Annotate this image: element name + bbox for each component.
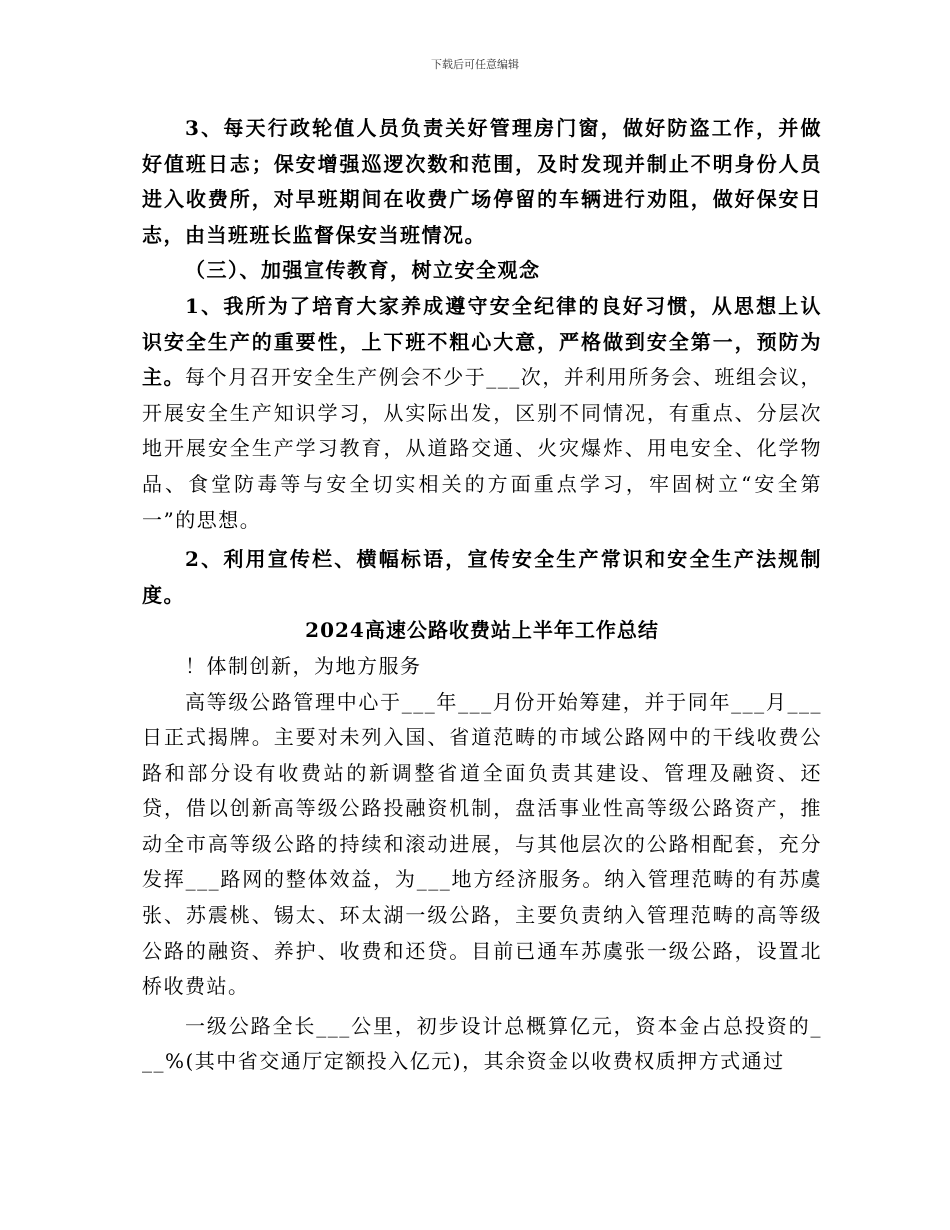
paragraph-item-3: 3、每天行政轮值人员负责关好管理房门窗，做好防盗工作，并做好值班日志；保安增强巡逻次数和范围，及时发现并制止不明身份人员进入收费所，对早班期间在收费广场停留的车辆进行劝阻，做好保安日志，由当班班长监督保安当班情况。 — [142, 116, 822, 247]
section-heading-3: （三）、加强宣传教育，树立安全观念 — [185, 258, 541, 283]
paragraph-item-1 — [142, 289, 822, 538]
page-header-note: 下载后可任意编辑 — [431, 58, 519, 71]
paragraph-item-1-bold: 1、我所为了培育大家养成遵守安全纪律的良好习惯，从思想上认识安全生产的重要性，上下班不粗心大意，严格做到安全第一，预防为主。 — [142, 293, 822, 390]
paragraph-item-2: 2、利用宣传栏、横幅标语，宣传安全生产常识和安全生产法规制度。 — [142, 547, 822, 607]
document-body — [142, 111, 822, 1080]
document-title: 2024高速公路收费站上半年工作总结 — [305, 618, 659, 643]
section-subheading: ！体制创新，为地方服务 — [185, 653, 422, 678]
paragraph-intro: 高等级公路管理中心于___年___月份开始筹建，并于同年___月___日正式揭牌。主要对未列入国、省道范畴的市域公路网中的干线收费公路和部分设有收费站的新调整省道全面负责其建设、管理及融资、还贷，借以创新高等级公路投融资机制，盘活事业性高等级公路资产，推动全市高等级公路的持续和滚动进展，与其他层次的公路相配套，充分发挥___路网的整体效益，为___地方经济服务。纳入管理范畴的有苏虞张、苏震桃、锡太、环太湖一级公路，主要负责纳入管理范畴的高等级公路的融资、养护、收费和还贷。目前已通车苏虞张一级公路，设置北桥收费站。 — [142, 689, 822, 999]
paragraph-highway-length: 一级公路全长___公里，初步设计总概算亿元，资本金占总投资的___%(其中省交通厅定额投入亿元)，其余资金以收费权质押方式通过 — [142, 1013, 822, 1074]
paragraph-item-1-rest: 每个月召开安全生产例会不少于___次，并利用所务会、班组会议，开展安全生产知识学习，从实际出发，区别不同情况，有重点、分层次地开展安全生产学习教育，从道路交通、火灾爆炸、用电安全、化学物品、食堂防毒等与安全切实相关的方面重点学习，牢固树立“安全第一”的思想。 — [142, 365, 823, 532]
